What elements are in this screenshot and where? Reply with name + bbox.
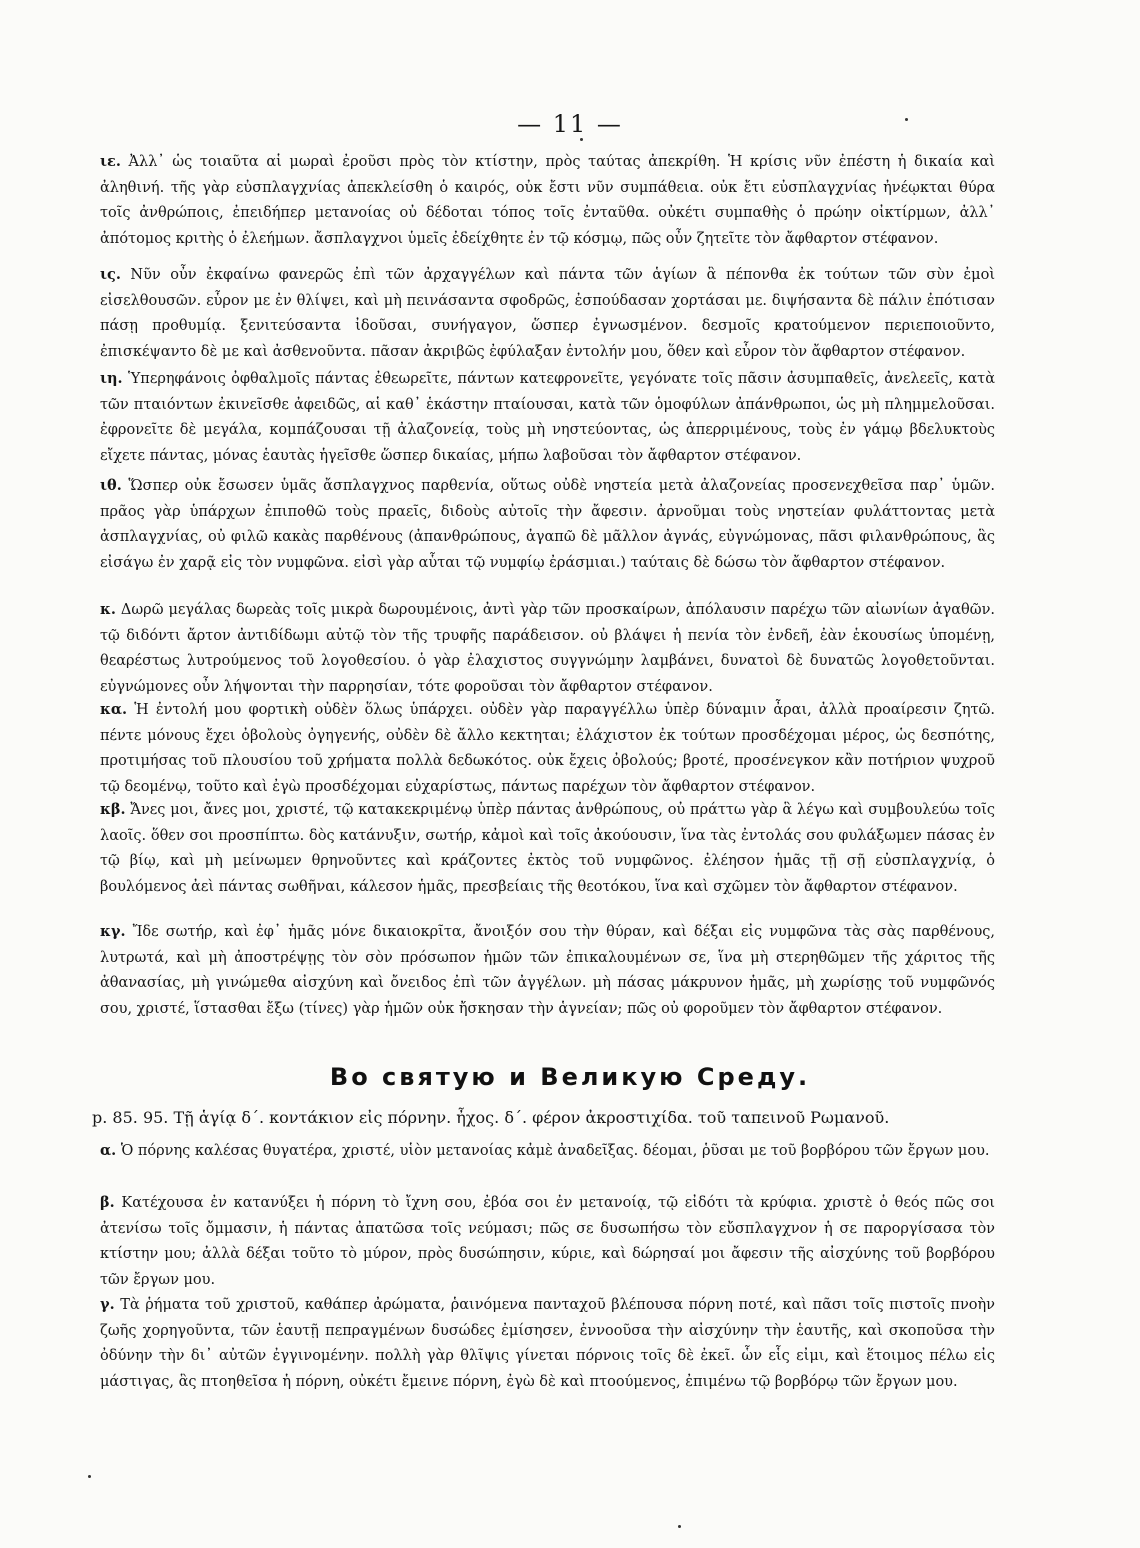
stanza-c bbox=[100, 1292, 995, 1395]
paragraph-text: Νῦν οὖν ἐκφαίνω φανερῶς ἐπὶ τῶν ἀρχαγγέλων καὶ πάντα τῶν ἁγίων ἃ πέπονθα ἐκ τούτων τῶν σὺν ἐμοὶ εἰσελθουσῶν. εὗρον με ἐν θλίψει, καὶ μὴ πεινάσαντα σφοδρῶς, ἐσπούδασαν χορτάσαι με. διψήσαντα δὲ πάλιν ἐπότισαν πάσῃ προθυμίᾳ. ξενιτεύσαντα ἰδοῦσαι, συνήγαγον, ὥσπερ ἐγνωσμένον. δεσμοῖς κρατούμενον περιεποιοῦντο, ἐπισκέψαντο δὲ με καὶ ἀσθενοῦντα. πᾶσαν ἀκριβῶς ἐφύλαξαν ἐντολήν μου, ὅθεν καὶ εὗρον τὸν ἄφθαρτον στέφανον. bbox=[100, 267, 996, 360]
paragraph-number: ιε. bbox=[100, 153, 121, 170]
ink-speck bbox=[678, 1525, 681, 1528]
paragraph-text: Ἀλλ᾽ ὡς τοιαῦτα αἱ μωραὶ ἐροῦσι πρὸς τὸν κτίστην, πρὸς ταύτας ἀπεκρίθη. Ἡ κρίσις νῦν ἐπέστη ἡ δικαία καὶ ἀληθινή. τῆς γὰρ εὐσπλαγχνίας ἀπεκλείσθη ὁ καιρός, οὐκ ἔστι νῦν συμπάθεια. οὐκ ἔτι εὐσπλαγχνίας ἠνέῳκται θύρα τοῖς ἀνθρώποις, ἐπειδήπερ μετανοίας οὐ δέδοται τόπος τοῖς ἐνταῦθα. οὐκέτι συμπαθὴς ὁ πρώην οἰκτίρμων, ἀλλ᾽ ἀπότομος κριτὴς ὁ ἐλεήμων. ἄσπλαγχνοι ὑμεῖς ἐδείχθητε ἐν τῷ κόσμῳ, πῶς οὖν ζητεῖτε τὸν ἄφθαρτον στέφανον. bbox=[100, 154, 996, 247]
paragraph-number: κβ. bbox=[100, 801, 126, 818]
section-heading: Во святую и Великую Среду. bbox=[329, 1063, 811, 1091]
stanza-number: γ. bbox=[100, 1296, 115, 1313]
paragraph-number: ιη. bbox=[100, 370, 123, 387]
ink-speck bbox=[580, 138, 583, 141]
page-number: — 11 — bbox=[517, 110, 623, 138]
paragraph-text: Ἡ ἐντολή μου φορτικὴ οὐδὲν ὅλως ὑπάρχει. οὐδὲν γὰρ παραγγέλλω ὑπὲρ δύναμιν ἆραι, ἀλλὰ προαίρεσιν ζητῶ. πέντε μόνους ἔχει ὀβολοὺς ὀγηγενής, οὐδὲν δὲ ἄλλο κεκτηται; ἐλάχιστον ἐκ τούτων προσδέχομαι μέρος, ὡς δεσπότης, προτιμήσας τοῦ πλουσίου τοῦ χρήματα πολλὰ δεδωκότος. οὐκ ἔχεις ὀβολούς; βροτέ, προσένεγκον κἂν ποτήριον ψυχροῦ τῷ δεομένῳ, τοῦτο καὶ ἐγὼ προσδέχομαι εὐχαρίστως, πάντως παρέχων τὸν ἄφθαρτον στέφανον. bbox=[100, 702, 995, 795]
paragraph-16 bbox=[100, 262, 995, 365]
stanza-text: Κατέχουσα ἐν κατανύξει ἡ πόρνη τὸ ἴχνη σου, ἐβόα σοι ἐν μετανοίᾳ, τῷ εἰδότι τὰ κρύφια. χριστὲ ὁ θεός πῶς σοι ἀτενίσω τοῖς ὄμμασιν, ἡ πάντας ἀπατῶσα τοῖς νεύμασι; πῶς σε δυσωπήσω τὸν εὔσπλαγχνον ἡ σε παροργίσασα τὸν κτίστην μου; ἀλλὰ δέξαι τοῦτο τὸ μύρον, πρὸς δυσώπησιν, κύριε, καὶ δώρησαί μοι ἄφεσιν τῆς αἰσχύνης τοῦ βορβόρου τῶν ἔργων μου. bbox=[100, 1195, 995, 1288]
paragraph-text: Δωρῶ μεγάλας δωρεὰς τοῖς μικρὰ δωρουμένοις, ἀντὶ γὰρ τῶν προσκαίρων, ἀπόλαυσιν παρέχω τῶν αἰωνίων ἀγαθῶν. τῷ διδόντι ἄρτον ἀντιδίδωμι αὐτῷ τὸν τῆς τρυφῆς παράδεισον. οὐ βλάψει ἡ πενία τὸν ἐνδεῆ, ἐὰν ἑκουσίως ὑπομένῃ, θεαρέστως λυτρούμενος τοῦ λογοθεσίου. ὁ γὰρ ἐλαχιστος συγγνώμην λαμβάνει, δυνατοὶ δὲ δυνατῶς λογοθετοῦνται. εὐγνώμονες οὖν λήψονται τὴν παρρησίαν, τότε φοροῦσαι τὸν ἄφθαρτον στέφανον. bbox=[100, 602, 995, 695]
paragraph-text: Ὑπερηφάνοις ὀφθαλμοῖς πάντας ἐθεωρεῖτε, πάντων κατεφρονεῖτε, γεγόνατε τοῖς πᾶσιν ἀσυμπαθεῖς, ἀνελεεῖς, κατὰ τῶν πταιόντων ἐκινεῖσθε ἀφειδῶς, αἱ καθ᾽ ἑκάστην πταίουσαι, κατὰ τῶν ὁμοφύλων ἀπάνθρωποι, ὡς μὴ πλημμελοῦσαι. ἐφρονεῖτε δὲ μεγάλα, κομπάζουσαι τῇ ἀλαζονείᾳ, τοὺς μὴ νηστεύοντας, ὡς ἀπερριμένους, τοὺς ἐν γάμῳ βδελυκτοὺς εἴχετε πάντας, μόνας ἑαυτὰς ἡγεῖσθε ὥσπερ δικαίας, μήπω λαβοῦσαι τὸν ἄφθαρτον στέφανον. bbox=[100, 371, 995, 464]
paragraph-text: Ἄνες μοι, ἄνες μοι, χριστέ, τῷ κατακεκριμένῳ ὑπὲρ πάντας ἀνθρώπους, οὐ πράττω γὰρ ἃ λέγω καὶ συμβουλεύω τοῖς λαοῖς. ὅθεν σοι προσπίπτω. δὸς κατάνυξιν, σωτήρ, κἀμοὶ καὶ τοῖς ἀκούουσιν, ἵνα τὰς ἐντολάς σου φυλάξωμεν πάσας ἐν τῷ βίῳ, καὶ μὴ μείνωμεν θρηνοῦντες καὶ κράζοντες ἐκτὸς τοῦ νυμφῶνος. ἐλέησον ἡμᾶς τῇ σῇ εὐσπλαγχνίᾳ, ὁ βουλόμενος ἀεὶ πάντας σωθῆναι, κάλεσον ἡμᾶς, πρεσβείαις τῆς θεοτόκου, ἵνα καὶ σχῶμεν τὸν ἄφθαρτον στέφανον. bbox=[100, 802, 995, 895]
paragraph-number: ιθ. bbox=[100, 477, 122, 494]
paragraph-19 bbox=[100, 473, 995, 576]
paragraph-23 bbox=[100, 919, 995, 1022]
stanza-b bbox=[100, 1190, 995, 1293]
stanza-number: β. bbox=[100, 1194, 115, 1211]
stanza-a bbox=[100, 1138, 995, 1165]
paragraph-number: κ. bbox=[100, 601, 116, 618]
paragraph-number: κγ. bbox=[100, 923, 126, 940]
ink-speck bbox=[88, 1475, 91, 1478]
stanza-number: α. bbox=[100, 1142, 117, 1159]
ink-speck bbox=[905, 118, 908, 121]
reference-line: р. 85. 95. Τῇ ἁγίᾳ δ΄. κοντάκιον εἰς πόρνην. ἦχος. δ΄. φέρον ἀκροστιχίδα. τοῦ ταπεινοῦ Ρωμανοῦ. bbox=[92, 1108, 890, 1127]
stanza-text: Τὰ ῥήματα τοῦ χριστοῦ, καθάπερ ἀρώματα, ῥαινόμενα πανταχοῦ βλέπουσα πόρνη ποτέ, καὶ πᾶσι τοῖς πιστοῖς πνοὴν ζωῆς χορηγοῦντα, τῶν ἑαυτῇ πεπραγμένων δυσώδες ἐμίσησεν, ἐννοοῦσα τὴν αἰσχύνην τὴν ἑαυτῆς, καὶ σκοποῦσα τὴν ὀδύνην τὴν δι᾽ αὐτῶν ἐγγινομένην. πολλὴ γὰρ θλῖψις γίνεται πόρνοις τοῖς δὲ ἐκεῖ. ὧν εἷς εἰμι, καὶ ἕτοιμος πέλω εἰς μάστιγας, ἃς πτοηθεῖσα ἡ πόρνη, οὐκέτι ἔμεινε πόρνη, ἐγὼ δὲ καὶ πτοούμενος, ἐπιμένω τῷ βορβόρῳ τῶν ἔργων μου. bbox=[100, 1297, 995, 1390]
paragraph-18 bbox=[100, 366, 995, 469]
paragraph-number: ις. bbox=[100, 266, 121, 283]
paragraph-text: Ἴδε σωτήρ, καὶ ἐφ᾽ ἡμᾶς μόνε δικαιοκρῖτα, ἄνοιξόν σου τὴν θύραν, καὶ δέξαι εἰς νυμφῶνα τὰς σὰς παρθένους, λυτρωτά, καὶ μὴ ἀποστρέψῃς τὸν σὸν πρόσωπον ἡμῶν τῶν ἐπικαλουμένων σε, ἵνα μὴ στερηθῶμεν τῆς χάριτος τῆς ἀθανασίας, μὴ γινώμεθα αἰσχύνη καὶ ὄνειδος ἐπὶ τῶν ἀγγέλων. μὴ πάσας μάκρυνον ἡμᾶς, μὴ χωρίσῃς τοῦ νυμφῶνός σου, χριστέ, ἵστασθαι ἔξω (τίνες) γὰρ ἡμῶν οὐκ ἤσκησαν τὴν ἁγνείαν; πῶς οὐ φοροῦμεν τὸν ἄφθαρτον στέφανον. bbox=[100, 924, 995, 1017]
paragraph-20 bbox=[100, 597, 995, 700]
paragraph-21 bbox=[100, 697, 995, 800]
paragraph-15 bbox=[100, 149, 995, 252]
paragraph-number: κα. bbox=[100, 701, 128, 718]
paragraph-22 bbox=[100, 797, 995, 900]
stanza-text: Ὁ πόρνης καλέσας θυγατέρα, χριστέ, υἱὸν μετανοίας κἀμὲ ἀναδεῖξας. δέομαι, ῥῦσαι με τοῦ βορβόρου τῶν ἔργων μου. bbox=[120, 1143, 990, 1159]
paragraph-text: Ὥσπερ οὐκ ἔσωσεν ὑμᾶς ἄσπλαγχνος παρθενία, οὕτως οὐδὲ νηστεία μετὰ ἀλαζονείας προσενεχθεῖσα παρ᾽ ὑμῶν. πρᾶος γὰρ ὑπάρχων ἐπιποθῶ τοὺς πραεῖς, διδοὺς αὐτοῖς τὴν ἄφεσιν. ἀρνοῦμαι τοὺς νηστείαν φυλάττοντας μετὰ ἀσπλαγχνίας, οὐ φιλῶ κακὰς παρθένους (ἀπανθρώπους, ἀγαπῶ δὲ μᾶλλον ἀγνάς, εὐγνώμονας, πᾶσι φιλανθρώπους, ἃς εἰσάγω ἐν χαρᾷ εἰς τὸν νυμφῶνα. εἰσὶ γὰρ αὗται τῷ νυμφίῳ ἐράσμιαι.) ταύταις δὲ δώσω τὸν ἄφθαρτον στέφανον. bbox=[100, 478, 996, 571]
